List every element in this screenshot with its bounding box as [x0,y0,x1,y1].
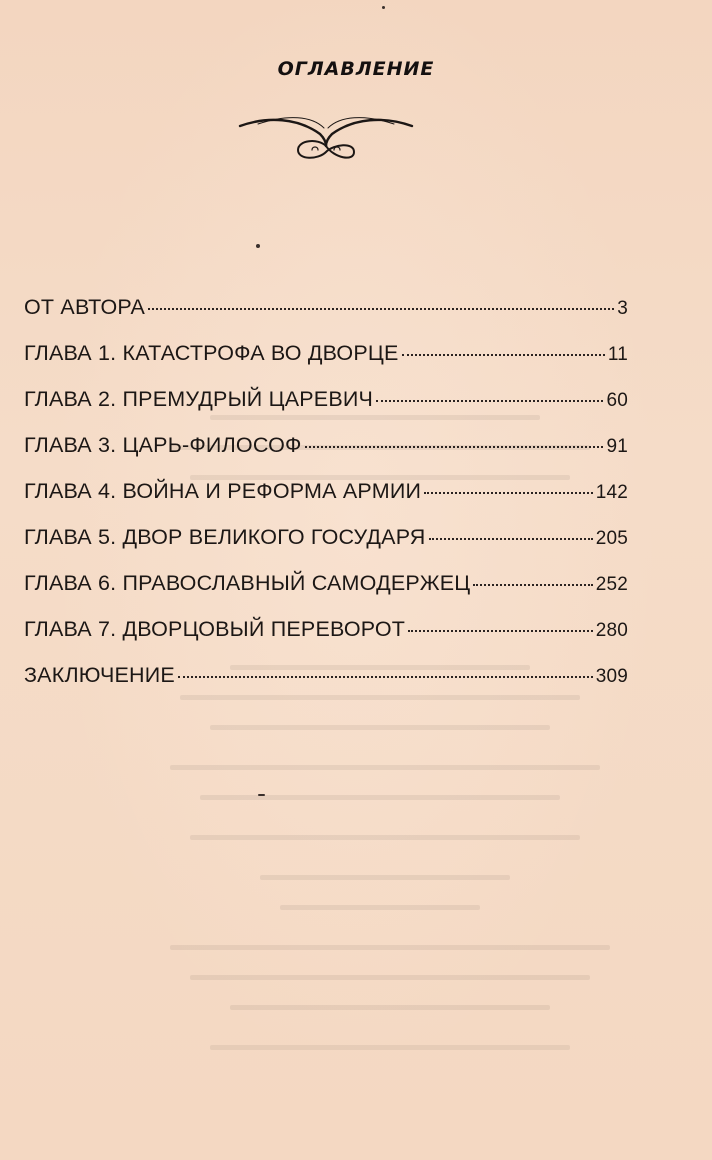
flourish-divider-icon [238,112,414,172]
table-of-contents [24,295,628,709]
toc-entry[interactable] [24,571,628,617]
dot-leader [148,308,614,310]
toc-entry-title: ГЛАВА 7. ДВОРЦОВЫЙ ПЕРЕВОРОТ [24,617,406,641]
toc-entry[interactable] [24,341,628,387]
toc-entry-title: ОТ АВТОРА [24,295,146,319]
toc-entry-page: 142 [595,482,628,503]
toc-entry[interactable] [24,479,628,525]
toc-entry[interactable] [24,295,628,341]
dot-leader [305,446,604,448]
ink-speck [382,6,385,9]
toc-entry-title: ГЛАВА 6. ПРАВОСЛАВНЫЙ САМОДЕРЖЕЦ [24,571,471,595]
toc-entry[interactable] [24,433,628,479]
ink-speck [258,794,265,796]
toc-entry-title: ГЛАВА 5. ДВОР ВЕЛИКОГО ГОСУДАРЯ [24,525,426,549]
page-title: ОГЛАВЛЕНИЕ [277,58,435,80]
toc-entry[interactable] [24,387,628,433]
toc-entry[interactable] [24,663,628,709]
toc-entry-page: 309 [595,666,628,687]
dot-leader [473,584,592,586]
toc-entry-page: 3 [617,298,628,319]
dot-leader [402,354,605,356]
toc-entry-title: ЗАКЛЮЧЕНИЕ [24,663,175,687]
dot-leader [376,400,603,402]
toc-entry-title: ГЛАВА 1. КАТАСТРОФА ВО ДВОРЦЕ [24,341,399,365]
dot-leader [178,676,593,678]
dot-leader [424,492,593,494]
toc-entry-title: ГЛАВА 2. ПРЕМУДРЫЙ ЦАРЕВИЧ [24,387,374,411]
dot-leader [429,538,593,540]
toc-entry[interactable] [24,617,628,663]
ink-speck [256,244,260,248]
toc-entry-page: 60 [606,390,628,411]
toc-entry-page: 252 [595,574,628,595]
toc-entry-page: 205 [595,528,628,549]
toc-entry-title: ГЛАВА 4. ВОЙНА И РЕФОРМА АРМИИ [24,479,422,503]
toc-entry-title: ГЛАВА 3. ЦАРЬ-ФИЛОСОФ [24,433,302,457]
toc-entry-page: 11 [607,344,628,365]
dot-leader [408,630,593,632]
toc-entry[interactable] [24,525,628,571]
toc-entry-page: 91 [606,436,628,457]
toc-entry-page: 280 [595,620,628,641]
